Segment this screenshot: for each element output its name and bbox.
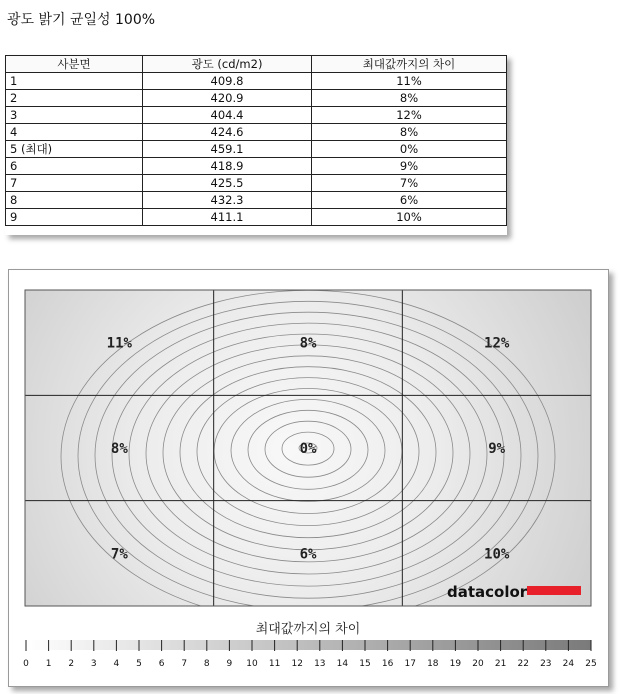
table-row bbox=[6, 175, 507, 192]
scale-tick-label: 13 bbox=[314, 659, 326, 669]
cell-label-q8: 9% bbox=[488, 441, 506, 457]
row-difference: 12% bbox=[312, 107, 507, 124]
scale-tick-label: 2 bbox=[68, 659, 75, 669]
row-difference: 9% bbox=[312, 158, 507, 175]
luminance-table-card bbox=[5, 55, 507, 235]
scale-tick-label: 4 bbox=[113, 659, 120, 669]
table-row bbox=[6, 192, 507, 209]
row-quadrant: 7 bbox=[6, 175, 143, 192]
row-luminance: 459.1 bbox=[143, 141, 312, 158]
scale-tick-label: 15 bbox=[359, 659, 371, 669]
brand-text: datacolor bbox=[447, 583, 528, 601]
scale-tick-label: 10 bbox=[246, 659, 258, 669]
row-luminance: 432.3 bbox=[143, 192, 312, 209]
row-difference: 8% bbox=[312, 90, 507, 107]
table-row bbox=[6, 90, 507, 107]
table-row bbox=[6, 141, 507, 158]
row-difference: 6% bbox=[312, 192, 507, 209]
scale-gradient-bar bbox=[25, 640, 591, 650]
header-difference: 최대값까지의 차이 bbox=[312, 56, 507, 73]
row-quadrant: 1 bbox=[6, 73, 143, 90]
table-row bbox=[6, 107, 507, 124]
row-quadrant: 9 bbox=[6, 209, 143, 226]
row-difference: 7% bbox=[312, 175, 507, 192]
row-quadrant: 5 (최대) bbox=[6, 141, 143, 158]
cell-label-q5: 0% bbox=[299, 441, 317, 457]
luminance-table bbox=[5, 55, 507, 226]
row-quadrant: 3 bbox=[6, 107, 143, 124]
scale-tick-label: 22 bbox=[517, 659, 529, 669]
row-difference: 11% bbox=[312, 73, 507, 90]
scale-tick-label: 21 bbox=[494, 659, 507, 669]
brand-bar bbox=[527, 586, 581, 595]
scale-tick-label: 5 bbox=[136, 659, 142, 669]
scale-tick-label: 20 bbox=[472, 659, 484, 669]
cell-label-q7: 12% bbox=[484, 335, 510, 352]
scale-tick-label: 24 bbox=[562, 659, 575, 669]
scale-tick-label: 12 bbox=[291, 659, 303, 669]
cell-label-q4: 8% bbox=[299, 335, 317, 352]
table-row bbox=[6, 209, 507, 226]
row-luminance: 418.9 bbox=[143, 158, 312, 175]
row-quadrant: 8 bbox=[6, 192, 143, 209]
header-luminance: 광도 (cd/m2) bbox=[143, 56, 312, 73]
page-title: 광도 밝기 균일성 100% bbox=[7, 12, 156, 28]
scale-tick-label: 1 bbox=[45, 659, 52, 669]
row-quadrant: 2 bbox=[6, 90, 143, 107]
row-luminance: 425.5 bbox=[143, 175, 312, 192]
table-row bbox=[6, 158, 507, 175]
row-quadrant: 4 bbox=[6, 124, 143, 141]
scale-tick-label: 11 bbox=[268, 659, 281, 669]
scale-tick-label: 25 bbox=[585, 659, 597, 669]
cell-label-q9: 10% bbox=[484, 546, 510, 563]
scale-tick-label: 18 bbox=[427, 659, 439, 669]
scale-tick-label: 3 bbox=[90, 659, 97, 669]
row-luminance: 411.1 bbox=[143, 209, 312, 226]
row-luminance: 424.6 bbox=[143, 124, 312, 141]
table-row bbox=[6, 73, 507, 90]
uniformity-heatmap bbox=[9, 270, 608, 686]
scale-tick-label: 0 bbox=[23, 659, 29, 669]
row-luminance: 409.8 bbox=[143, 73, 312, 90]
cell-label-q3: 7% bbox=[110, 546, 128, 563]
row-luminance: 420.9 bbox=[143, 90, 312, 107]
uniformity-chart-card bbox=[8, 269, 609, 687]
row-difference: 10% bbox=[312, 209, 507, 226]
scale-tick-label: 19 bbox=[449, 659, 462, 669]
scale-tick-label: 8 bbox=[203, 659, 210, 669]
scale-tick-label: 9 bbox=[226, 659, 233, 669]
scale-tick-label: 7 bbox=[181, 659, 188, 669]
table-header-row bbox=[6, 56, 507, 73]
row-difference: 0% bbox=[312, 141, 507, 158]
row-difference: 8% bbox=[312, 124, 507, 141]
cell-label-q1: 11% bbox=[106, 335, 132, 352]
table-row bbox=[6, 124, 507, 141]
header-quadrant: 사분면 bbox=[6, 56, 143, 73]
scale-tick-label: 23 bbox=[540, 659, 552, 669]
scale-title: 최대값까지의 차이 bbox=[255, 622, 361, 637]
row-quadrant: 6 bbox=[6, 158, 143, 175]
scale-tick-label: 16 bbox=[381, 659, 394, 669]
scale-tick-label: 6 bbox=[158, 659, 165, 669]
cell-label-q6: 6% bbox=[299, 546, 317, 563]
row-luminance: 404.4 bbox=[143, 107, 312, 124]
scale-tick-label: 14 bbox=[336, 659, 349, 669]
scale-tick-label: 17 bbox=[404, 659, 416, 669]
cell-label-q2: 8% bbox=[110, 441, 128, 457]
